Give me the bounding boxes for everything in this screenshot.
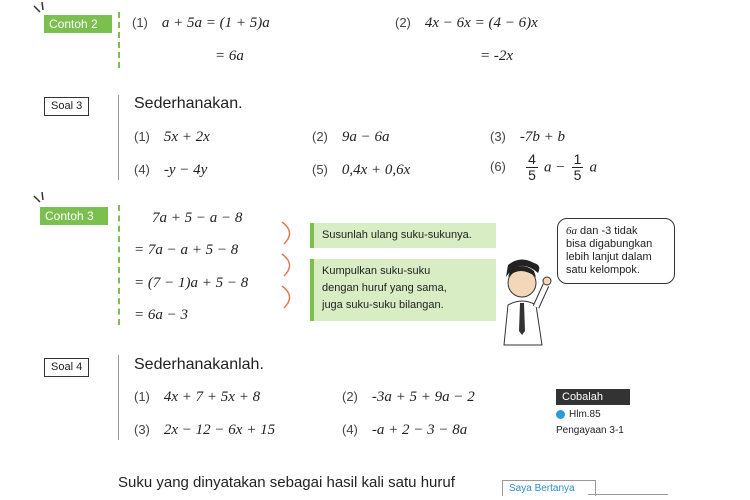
soal3-tag: Soal 3 — [44, 97, 89, 116]
saya-bertanya-tab: Saya Bertanya — [502, 480, 596, 496]
contoh3-tag: Contoh 3 — [40, 207, 108, 225]
step-arrows-icon — [276, 218, 312, 318]
soal4-item-3: (3) 2x − 12 − 6x + 15 — [134, 422, 276, 438]
soal3-item-5: (5) 0,4x + 0,6x — [312, 162, 411, 178]
soal4-tag: Soal 4 — [44, 358, 89, 377]
soal4-divider — [118, 355, 119, 440]
contoh3-divider — [118, 205, 120, 325]
soal4-instruction: Sederhanakanlah. — [134, 356, 264, 373]
footer-text: Suku yang dinyatakan sebagai hasil kali satu huruf — [118, 474, 455, 491]
soal4-item-1: (1) 4x + 7 + 5x + 8 — [134, 389, 261, 405]
contoh3-line-1: 7a + 5 − a − 8 — [152, 210, 243, 226]
soal4-item-4: (4) -a + 2 − 3 − 8a — [342, 422, 468, 438]
contoh2-p1-line2: = 6a — [215, 48, 244, 64]
soal4-item-2: (2) -3a + 5 + 9a − 2 — [342, 389, 475, 405]
contoh2-tag: Contoh 2 — [44, 15, 112, 33]
note-collect-terms: Kumpulkan suku-suku dengan huruf yang sama, juga suku-suku bilangan. — [310, 259, 496, 321]
student-character-icon — [490, 255, 558, 347]
contoh2-p2-line2: = -2x — [480, 48, 514, 64]
saya-bertanya-rule — [588, 494, 668, 495]
note-rearrange: Susunlah ulang suku-sukunya. — [310, 223, 496, 248]
soal3-item-2: (2) 9a − 6a — [312, 129, 390, 145]
soal3-item-6: (6) $\frac{4}{5}$ a − $\frac{1}{5}$ a — [490, 151, 598, 183]
contoh3-line-2: = 7a − a + 5 − 8 — [134, 242, 239, 258]
soal3-divider — [118, 95, 119, 180]
soal3-item-3: (3) -7b + b — [490, 129, 566, 145]
fraction-1-5: $\frac{1}{5}$ — [573, 151, 582, 183]
arrow-circle-icon — [556, 410, 565, 419]
soal3-item-1: (1) 5x + 2x — [134, 129, 210, 145]
fraction-4-5: $\frac{4}{5}$ — [528, 151, 536, 183]
soal3-item-4: (4) -y − 4y — [134, 162, 208, 178]
cobalah-ref[interactable]: Hlm.85 — [556, 409, 601, 420]
sparkle-mark-icon — [30, 190, 50, 206]
contoh2-p2-line1: (2) 4x − 6x = (4 − 6)x — [395, 15, 538, 31]
contoh3-line-3: = (7 − 1)a + 5 − 8 — [134, 275, 249, 291]
contoh2-p1-line1: (1) a + 5a = (1 + 5)a — [132, 15, 270, 31]
soal3-instruction: Sederhanakan. — [134, 95, 243, 112]
contoh2-divider — [118, 12, 120, 68]
speech-bubble: 6a dan -3 tidak bisa digabungkan lebih lanjut dalam satu kelompok. — [557, 218, 675, 284]
sparkle-mark-icon — [30, 0, 50, 16]
contoh3-line-4: = 6a − 3 — [134, 307, 188, 323]
cobalah-sub: Pengayaan 3-1 — [556, 425, 624, 436]
cobalah-header: Cobalah — [556, 389, 630, 405]
